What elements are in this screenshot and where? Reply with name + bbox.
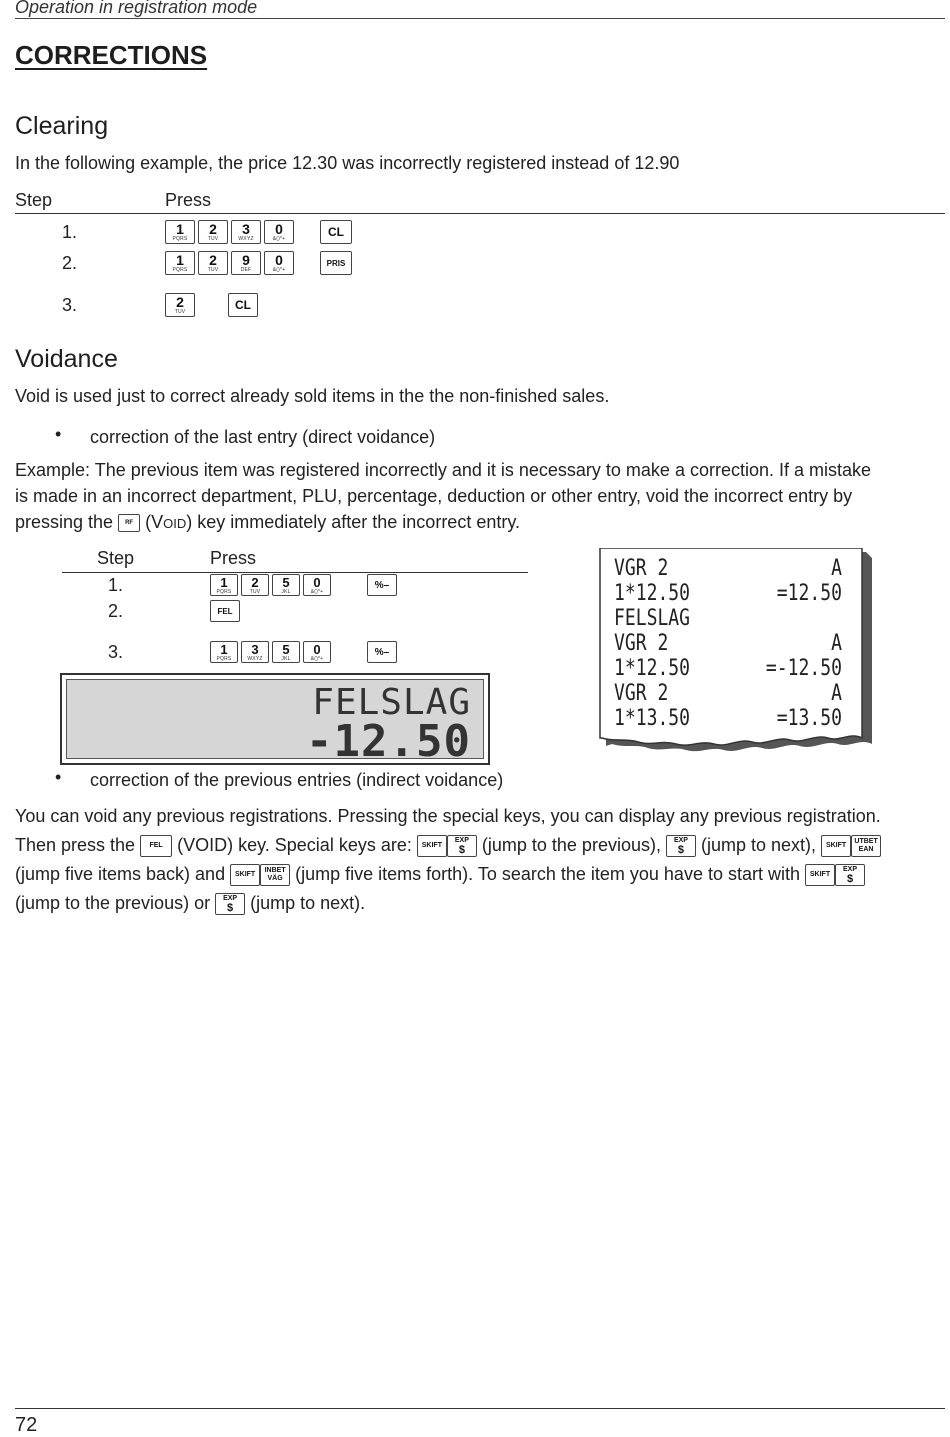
- page-title: CORRECTIONS: [15, 40, 208, 70]
- receipt-line: 1*13.50 =13.50: [614, 706, 842, 731]
- digit-key-5: 5 JKL: [272, 574, 300, 596]
- exp-dollar-key-icon: EXP $: [835, 864, 865, 886]
- indirect-para-line-4: (jump to the previous) or EXP $ (jump to next).: [15, 893, 366, 915]
- clearing-step-1-keys: [165, 220, 294, 244]
- cl-key: CL: [228, 293, 258, 317]
- clearing-step-header: Step: [15, 190, 53, 210]
- cl-key: CL: [320, 220, 352, 244]
- lcd-screen: [66, 679, 484, 767]
- digit-key-1: 1 PQRS: [165, 220, 195, 244]
- voidance-step-1-number: 1.: [108, 575, 124, 595]
- percent-minus-key: %–: [367, 641, 397, 663]
- clearing-step-2-number: 2.: [62, 253, 78, 273]
- skift-key-icon: SKIFT: [821, 835, 851, 857]
- digit-key-2: 2 TUV: [198, 251, 228, 275]
- receipt-line: 1*12.50 =12.50: [614, 581, 842, 606]
- clearing-step-3-number: 3.: [62, 295, 78, 315]
- receipt-line: VGR 2 A: [614, 681, 842, 706]
- receipt-line: FELSLAG: [614, 606, 691, 631]
- indirect-para-line-1: You can void any previous registrations. Pressing the special keys, you can display any previous registration.: [15, 806, 881, 826]
- skift-key-icon: SKIFT: [417, 835, 447, 857]
- voidance-heading: Voidance: [15, 345, 118, 373]
- voidance-step-1-keys: [210, 574, 331, 596]
- digit-key-0: 0 &()*+: [264, 220, 294, 244]
- voidance-step-3-number: 3.: [108, 642, 124, 662]
- utbet-ean-key-icon: UTBET EAN: [851, 835, 881, 857]
- exp-dollar-key-icon: EXP $: [215, 893, 245, 915]
- lcd-line-1: FELSLAG: [312, 682, 471, 723]
- clearing-heading: Clearing: [15, 112, 109, 140]
- digit-key-9: 9 DEF: [231, 251, 261, 275]
- digit-key-2: 2 TUV: [198, 220, 228, 244]
- digit-key-0: 0 &()*+: [264, 251, 294, 275]
- clearing-intro: In the following example, the price 12.30 was incorrectly registered instead of 12.90: [15, 153, 680, 173]
- bullet-marker: •: [55, 424, 62, 444]
- indirect-para-line-2: Then press the FEL (VOID) key. Special keys are: SKIFT EXP $ (jump to the previous), EXP $ (jump to next), SKIFT UTBET EAN: [15, 832, 881, 858]
- exp-dollar-key-icon: EXP $: [666, 835, 696, 857]
- header-divider: [15, 18, 945, 19]
- digit-key-3: 3 WXYZ: [241, 641, 269, 663]
- running-header: Operation in registration mode: [15, 0, 258, 17]
- clearing-table-rule: [15, 213, 945, 214]
- footer-divider: [15, 1408, 945, 1409]
- digit-key-1: 1 PQRS: [210, 641, 238, 663]
- receipt-lines: [614, 556, 842, 731]
- digit-key-3: 3 WXYZ: [231, 220, 261, 244]
- example-line-2: is made in an incorrect department, PLU, percentage, deduction or other entry, void the incorrect entry by: [15, 486, 853, 506]
- bullet-marker: •: [55, 767, 62, 787]
- lcd-display: [60, 673, 490, 765]
- page-number: 72: [15, 1414, 38, 1436]
- clearing-step-2-keys: [165, 251, 294, 275]
- exp-dollar-key-icon: EXP $: [447, 835, 477, 857]
- voidance-table-rule: [62, 572, 528, 573]
- inbet-vag-key-icon: INBET VÄG: [260, 864, 290, 886]
- percent-minus-key: %–: [367, 574, 397, 596]
- example-line-1: Example: The previous item was registered incorrectly and it is necessary to make a correction. If a mistake: [15, 460, 872, 480]
- voidance-step-header: Step: [97, 548, 135, 568]
- pris-key: PRIS: [320, 251, 352, 275]
- lcd-line-2: -12.50: [306, 716, 471, 767]
- digit-key-0: 0 &()*+: [303, 574, 331, 596]
- fel-key: FEL: [210, 600, 240, 622]
- skift-key-icon: SKIFT: [805, 864, 835, 886]
- receipt-line: 1*12.50 =-12.50: [614, 656, 842, 681]
- digit-key-1: 1 PQRS: [165, 251, 195, 275]
- bullet-direct-voidance: correction of the last entry (direct voidance): [90, 427, 436, 447]
- digit-key-5: 5 JKL: [272, 641, 300, 663]
- clearing-step-3-keys: [165, 293, 195, 317]
- voidance-press-header: Press: [210, 548, 257, 568]
- clearing-step-1-number: 1.: [62, 222, 78, 242]
- digit-key-2: 2 TUV: [241, 574, 269, 596]
- bullet-indirect-voidance: correction of the previous entries (indirect voidance): [90, 770, 504, 790]
- fel-key-icon: FEL: [140, 835, 172, 857]
- digit-key-1: 1 PQRS: [210, 574, 238, 596]
- skift-key-icon: SKIFT: [230, 864, 260, 886]
- receipt-line: VGR 2 A: [614, 631, 842, 656]
- voidance-step-2-number: 2.: [108, 601, 124, 621]
- receipt-line: VGR 2 A: [614, 556, 842, 581]
- digit-key-0: 0 &()*+: [303, 641, 331, 663]
- digit-key-2: 2 TUV: [165, 293, 195, 317]
- indirect-para-line-3: (jump five items back) and SKIFT INBET VÄG (jump five items forth). To search the item you have to start with SKIFT EXP $: [15, 861, 865, 887]
- voidance-step-3-keys: [210, 641, 331, 663]
- voidance-intro: Void is used just to correct already sold items in the the non-finished sales.: [15, 386, 610, 406]
- example-line-3: pressing the RF (VOID) key immediately after the incorrect entry.: [15, 512, 521, 532]
- clearing-press-header: Press: [165, 190, 212, 210]
- receipt-printout: [598, 548, 878, 760]
- rf-key-icon: RF: [118, 514, 140, 532]
